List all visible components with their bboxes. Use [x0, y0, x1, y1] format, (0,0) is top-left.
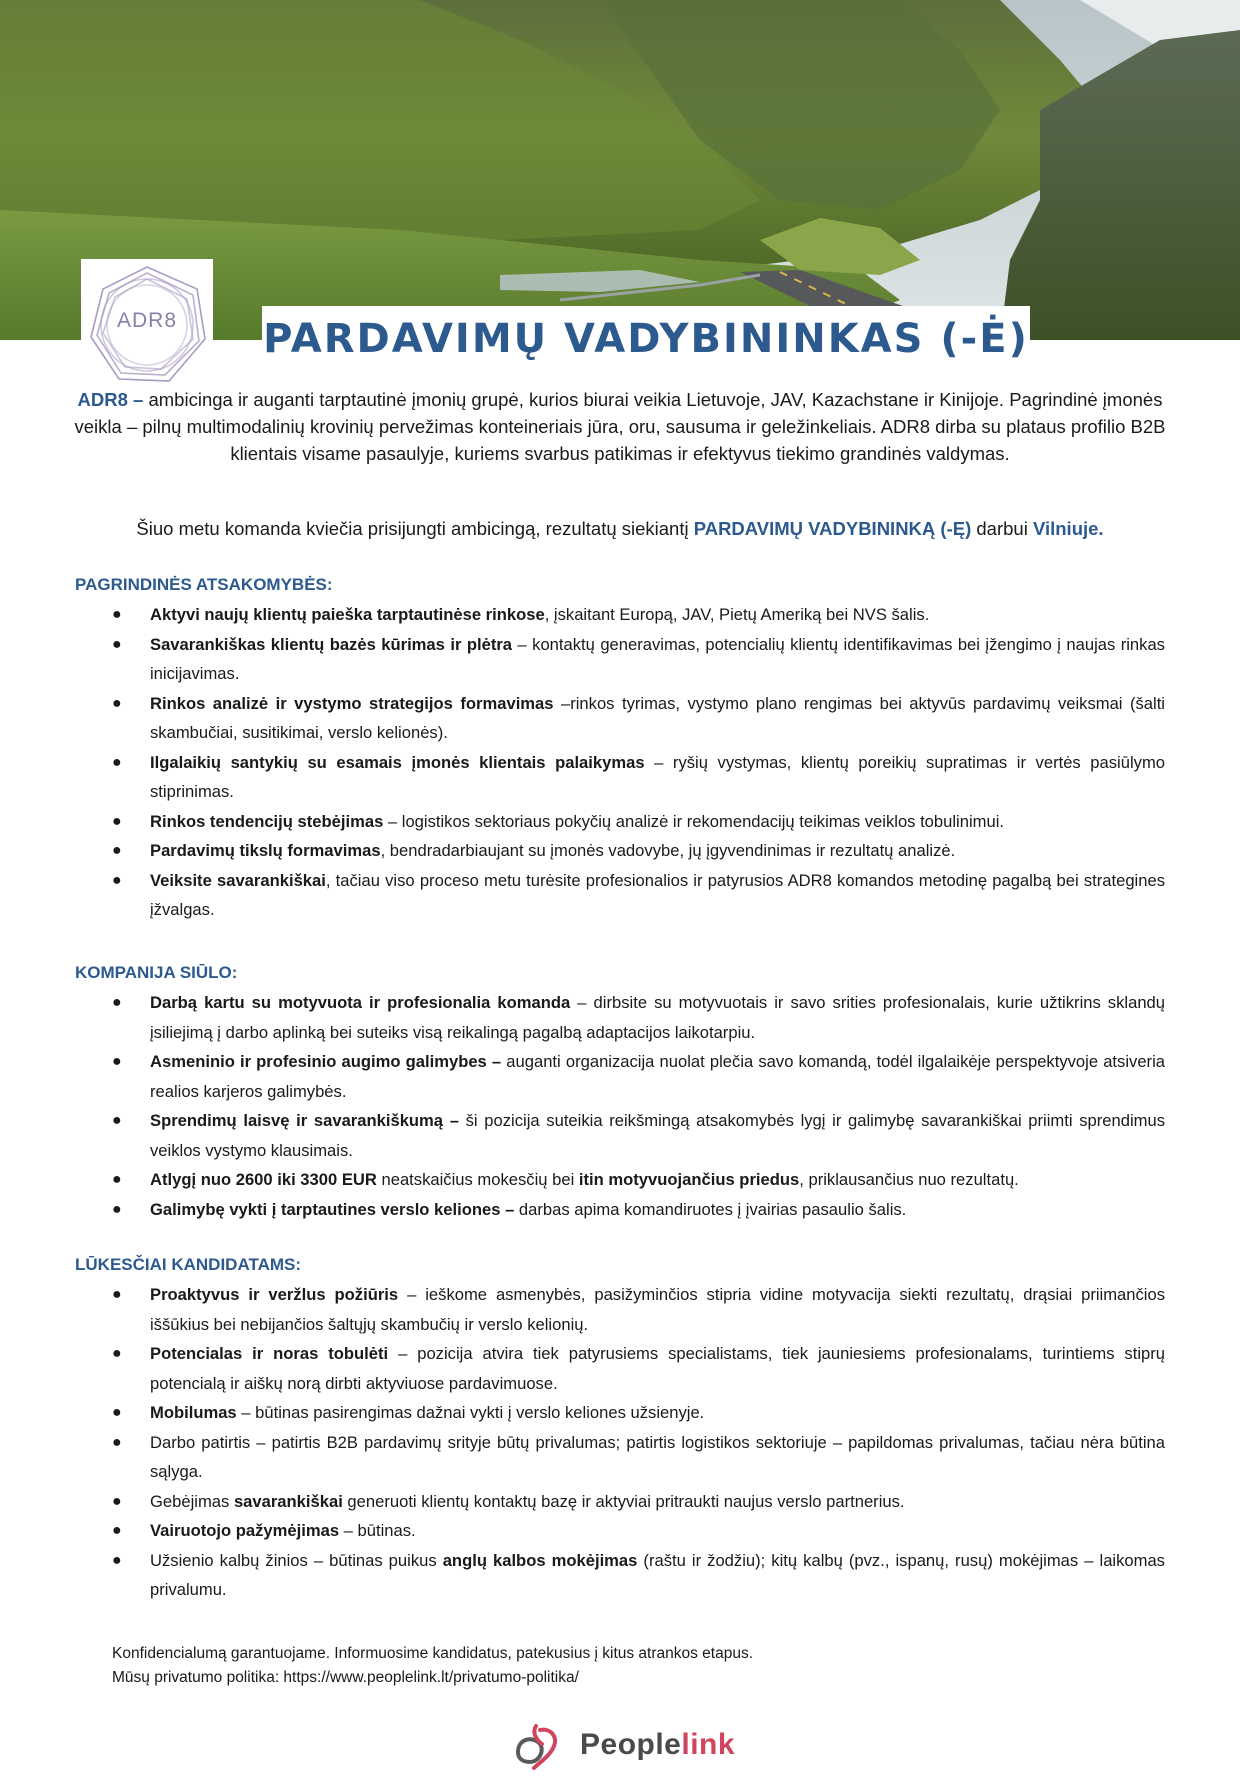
list-item: ● Asmeninio ir profesinio augimo galimybes – auganti organizacija nuolat plečia savo komandą, todėl ilgalaikėje perspektyvoje atsiveria realios karjeros galimybės. [75, 1047, 1165, 1106]
bullet-icon: ● [112, 606, 122, 623]
list-item: ● Potencialas ir noras tobulėti – pozicija atvira tiek patyrusiems specialistams, tiek jauniesiems profesionalams, turintiems stiprų potencialą ir aiškų norą dirbti aktyviuose pardavimuose. [75, 1339, 1165, 1398]
list-item: ● Darbą kartu su motyvuota ir profesionalia komanda – dirbsite su motyvuotais ir savo srities profesionalais, kurie užtikrins sklandų įsiliejimą į darbo aplinką bei suteiks visą reikalingą pagalbą adaptacijos laikotarpiu. [75, 988, 1165, 1047]
bullet-icon: ● [112, 1433, 122, 1451]
intro-paragraph [70, 386, 1170, 467]
page-title: PARDAVIMŲ VADYBININKAS (-Ė) [263, 316, 1029, 362]
bullet-icon: ● [112, 753, 122, 771]
expectations-section [75, 1254, 1165, 1605]
expectations-list [75, 1280, 1165, 1605]
logo-text: ADR8 [116, 309, 178, 332]
offer-heading: KOMPANIJA SIŪLO: [75, 963, 238, 982]
offer-list [75, 988, 1165, 1224]
list-item: ● Atlygį nuo 2600 iki 3300 EUR neatskaičius mokesčių bei itin motyvuojančius priedus, priklausančius nuo rezultatų. [75, 1165, 1165, 1195]
list-item: ● Rinkos analizė ir vystymo strategijos formavimas –rinkos tyrimas, vystymo plano rengimas bei aktyvūs pardavimų veiksmai (šalti skambučiai, susitikimai, verslo kelionės). [75, 689, 1165, 748]
invite-city: Vilniuje. [1032, 518, 1104, 539]
responsibilities-heading: PAGRINDINĖS ATSAKOMYBĖS: [75, 575, 333, 594]
list-item: ● Aktyvi naujų klientų paieška tarptautinėse rinkose, įskaitant Europą, JAV, Pietų Ameriką bei NVS šalis. [75, 600, 1165, 630]
intro-text: ambicinga ir auganti tarptautinė įmonių grupė, kurios biurai veikia Lietuvoje, JAV, Kazachstane ir Kinijoje. Pagrindinė įmonės veikla – pilnų multimodalinių krovinių pervežimas konteineriais jūra, oru, sausuma ir geležinkeliais. ADR8 dirba su plataus profilio B2B klientais visame pasaulyje, kuriems svarbus patikimas ir efektyvus tiekimo grandinės valdymas. [74, 389, 1166, 464]
list-item: ● Mobilumas – būtinas pasirengimas dažnai vykti į verslo keliones užsienyje. [75, 1398, 1165, 1428]
list-item: ● Sprendimų laisvę ir savarankiškumą – ši pozicija suteikia reikšmingą atsakomybės lygį ir galimybę savarankiškai priimti sprendimus veiklos vystymo klausimais. [75, 1106, 1165, 1165]
bullet-icon: ● [112, 1171, 122, 1188]
invite-position: PARDAVIMŲ VADYBININKĄ (-Ę) [693, 518, 972, 539]
bullet-icon: ● [112, 1404, 122, 1421]
responsibilities-section [75, 574, 1165, 925]
adr8-logo [81, 259, 213, 391]
bullet-icon: ● [112, 1522, 122, 1539]
list-item: ● Pardavimų tikslų formavimas, bendradarbiaujant su įmonės vadovybe, jų įgyvendinimas ir rezultatų analizė. [75, 836, 1165, 866]
bullet-icon: ● [112, 1200, 122, 1218]
bullet-icon: ● [112, 842, 122, 859]
intro-company: ADR8 – [77, 389, 144, 410]
confidentiality-text: Konfidencialumą garantuojame. Informuosime kandidatus, patekusius į kitus atrankos etapus. [112, 1645, 754, 1662]
bullet-icon: ● [112, 871, 122, 889]
bullet-icon: ● [112, 1492, 122, 1510]
brand-text: Peoplelink [580, 1728, 736, 1761]
list-item: ● Vairuotojo pažymėjimas – būtinas. [75, 1516, 1165, 1546]
responsibilities-list [75, 600, 1165, 925]
title-box [262, 306, 1030, 364]
bullet-icon: ● [112, 1345, 122, 1362]
expectations-heading: LŪKESČIAI KANDIDATAMS: [75, 1255, 302, 1274]
bullet-icon: ● [112, 1551, 122, 1569]
list-item: ● Proaktyvus ir veržlus požiūris – ieškome asmenybės, pasižyminčios stipria vidine motyvacija siekti rezultatų, drąsiai priimančios iššūkius bei nebijančios šaltųjų skambučių ir verslo kelionių. [75, 1280, 1165, 1339]
bullet-icon: ● [112, 1112, 122, 1129]
bullet-icon: ● [112, 1286, 122, 1303]
offer-section [75, 962, 1165, 1224]
invite-before: Šiuo metu komanda kviečia prisijungti ambicingą, rezultatų siekiantį [136, 518, 694, 539]
list-item: ● Galimybę vykti į tarptautines verslo keliones – darbas apima komandiruotes į įvairias pasaulio šalis. [75, 1195, 1165, 1225]
bullet-icon: ● [112, 812, 122, 830]
list-item: ● Darbo patirtis – patirtis B2B pardavimų srityje būtų privalumas; patirtis logistikos sektoriuje – papildomas privalumas, tačiau nėra būtina sąlyga. [75, 1428, 1165, 1487]
invite-middle: darbui [971, 518, 1033, 539]
privacy-policy-link[interactable]: Mūsų privatumo politika: https://www.peoplelink.lt/privatumo-politika/ [112, 1669, 579, 1686]
list-item: ● Ilgalaikių santykių su esamais įmonės klientais palaikymas – ryšių vystymas, klientų poreikių supratimas ir vertės pasiūlymo stiprinimas. [75, 748, 1165, 807]
bullet-icon: ● [112, 635, 122, 653]
bullet-icon: ● [112, 694, 122, 712]
list-item: ● Gebėjimas savarankiškai generuoti klientų kontaktų bazę ir aktyviai pritraukti naujus verslo partnerius. [75, 1487, 1165, 1517]
invite-paragraph [70, 515, 1170, 542]
list-item: ● Veiksite savarankiškai, tačiau viso proceso metu turėsite profesionalios ir patyrusios ADR8 komandos metodinę pagalbą bei strategines įžvalgas. [75, 866, 1165, 925]
bullet-icon: ● [112, 994, 122, 1011]
bullet-icon: ● [112, 1053, 122, 1070]
footer-note [112, 1642, 753, 1690]
peoplelink-logo [510, 1722, 740, 1772]
list-item: ● Rinkos tendencijų stebėjimas – logistikos sektoriaus pokyčių analizė ir rekomendacijų teikimas veiklos tobulinimui. [75, 807, 1165, 837]
list-item: ● Savarankiškas klientų bazės kūrimas ir plėtra – kontaktų generavimas, potencialių klientų identifikavimas bei įžengimo į naujas rinkas inicijavimas. [75, 630, 1165, 689]
peoplelink-mark-icon [510, 1722, 570, 1772]
list-item: ● Užsienio kalbų žinios – būtinas puikus anglų kalbos mokėjimas (raštu ir žodžiu); kitų kalbų (pvz., ispanų, rusų) mokėjimas – laikomas privalumu. [75, 1546, 1165, 1605]
